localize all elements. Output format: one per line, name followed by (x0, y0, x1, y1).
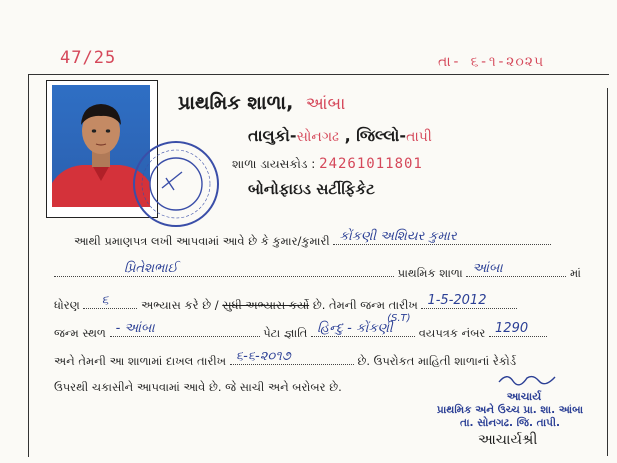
certificate-title: બોનોફાઇડ સર્ટીફિકેટ (248, 180, 375, 198)
certificate-border-right (607, 88, 608, 456)
school-village: આંબા (305, 94, 346, 114)
reference-number: 47/25 (60, 48, 117, 68)
caste-note: (S.T) (387, 313, 411, 324)
school-label: પ્રાથમિક શાળા (397, 266, 463, 280)
study-text: અભ્યાસ કરે છે / (141, 298, 219, 312)
birthplace-field (110, 322, 260, 337)
taluka-value: સોનગઢ (296, 129, 340, 145)
std-label: ધોરણ (54, 298, 80, 312)
district-label: , જિલ્લો- (344, 126, 407, 145)
admission-prefix: અને તેમની આ શાળામાં દાખલ તારીખ (54, 354, 227, 368)
body-line-5 (54, 350, 516, 369)
caste-field (311, 313, 415, 337)
dise-code-line (232, 156, 423, 172)
register-field (489, 322, 547, 337)
intro-text: આથી પ્રમાણપત્ર લખી આપવામાં આવે છે કે કુમાર/કુમારી (74, 234, 330, 248)
dise-label: શાળા ડાયસકોડ : (232, 157, 316, 171)
student-name-field (333, 230, 551, 245)
student-name-cont-field (54, 262, 394, 277)
taluka-district-line (248, 126, 432, 146)
signature-mark (497, 372, 557, 386)
std-value: ૬ (101, 293, 109, 308)
register-value: 1290 (495, 321, 529, 336)
admission-suffix: છે. ઉપરોકત માહિતી શાળાનાં રેકોર્ડ (357, 354, 517, 368)
body-line-1 (74, 230, 551, 249)
district-value: તાપી (406, 129, 432, 145)
body-line-4 (54, 313, 547, 341)
caste-value: હિન્દુ - કોંકણી (317, 321, 393, 336)
school-village-value: આંબા (472, 261, 503, 276)
admission-date-field (230, 350, 354, 365)
school-round-stamp (130, 138, 222, 230)
school-title (178, 92, 345, 114)
student-name-value: કોંકણી અશિયર કુમાર (339, 229, 457, 244)
taluka-label: તાલુકો- (248, 126, 297, 145)
issue-date: તા- ૬-૧-૨૦૨૫ (438, 54, 545, 70)
birthplace-value: - આંબા (115, 321, 155, 336)
register-label: વયપત્રક નંબર (418, 326, 486, 340)
std-field (83, 294, 137, 309)
stamp-title: આચાર્ય (506, 390, 542, 403)
signature-scrawl (454, 372, 600, 390)
body-line-3 (54, 294, 517, 313)
principal-signature-block (420, 372, 600, 430)
admission-date-value: ૬-૬-૨૦૧૭ (235, 349, 291, 364)
student-name-cont-value: પ્રિતેશભાઈ (124, 261, 178, 276)
caste-label: પેટા જ્ઞાતિ (263, 326, 308, 340)
closing-text: ઉપરથી ચકાસીને આપવામાં આવે છે. જે સાચી અને બરોબર છે. (54, 380, 342, 394)
dob-text: છે. તેમની જન્મ તારીખ (312, 298, 418, 312)
body-line-6 (54, 380, 342, 395)
stamp-place: તા. સોનગઢ. જિ. તાપી. (460, 417, 560, 429)
principal-label: આચાર્યશ્રી (478, 432, 538, 448)
body-line-2 (54, 262, 581, 281)
dob-value: 1-5-2012 (427, 293, 487, 308)
birthplace-label: જન્મ સ્થળ (54, 326, 106, 340)
dob-field (421, 294, 517, 309)
school-type: પ્રાથમિક શાળા, (178, 92, 294, 114)
dise-value: 24261011801 (319, 156, 423, 172)
stamp-school: પ્રાથમિક અને ઉચ્ચ પ્રા. શા. આંબા (436, 404, 584, 416)
school-suffix: માં (570, 266, 581, 280)
school-village-field (466, 262, 566, 277)
study-struck-text: સુધી અભ્યાસ કર્યો (222, 298, 310, 312)
